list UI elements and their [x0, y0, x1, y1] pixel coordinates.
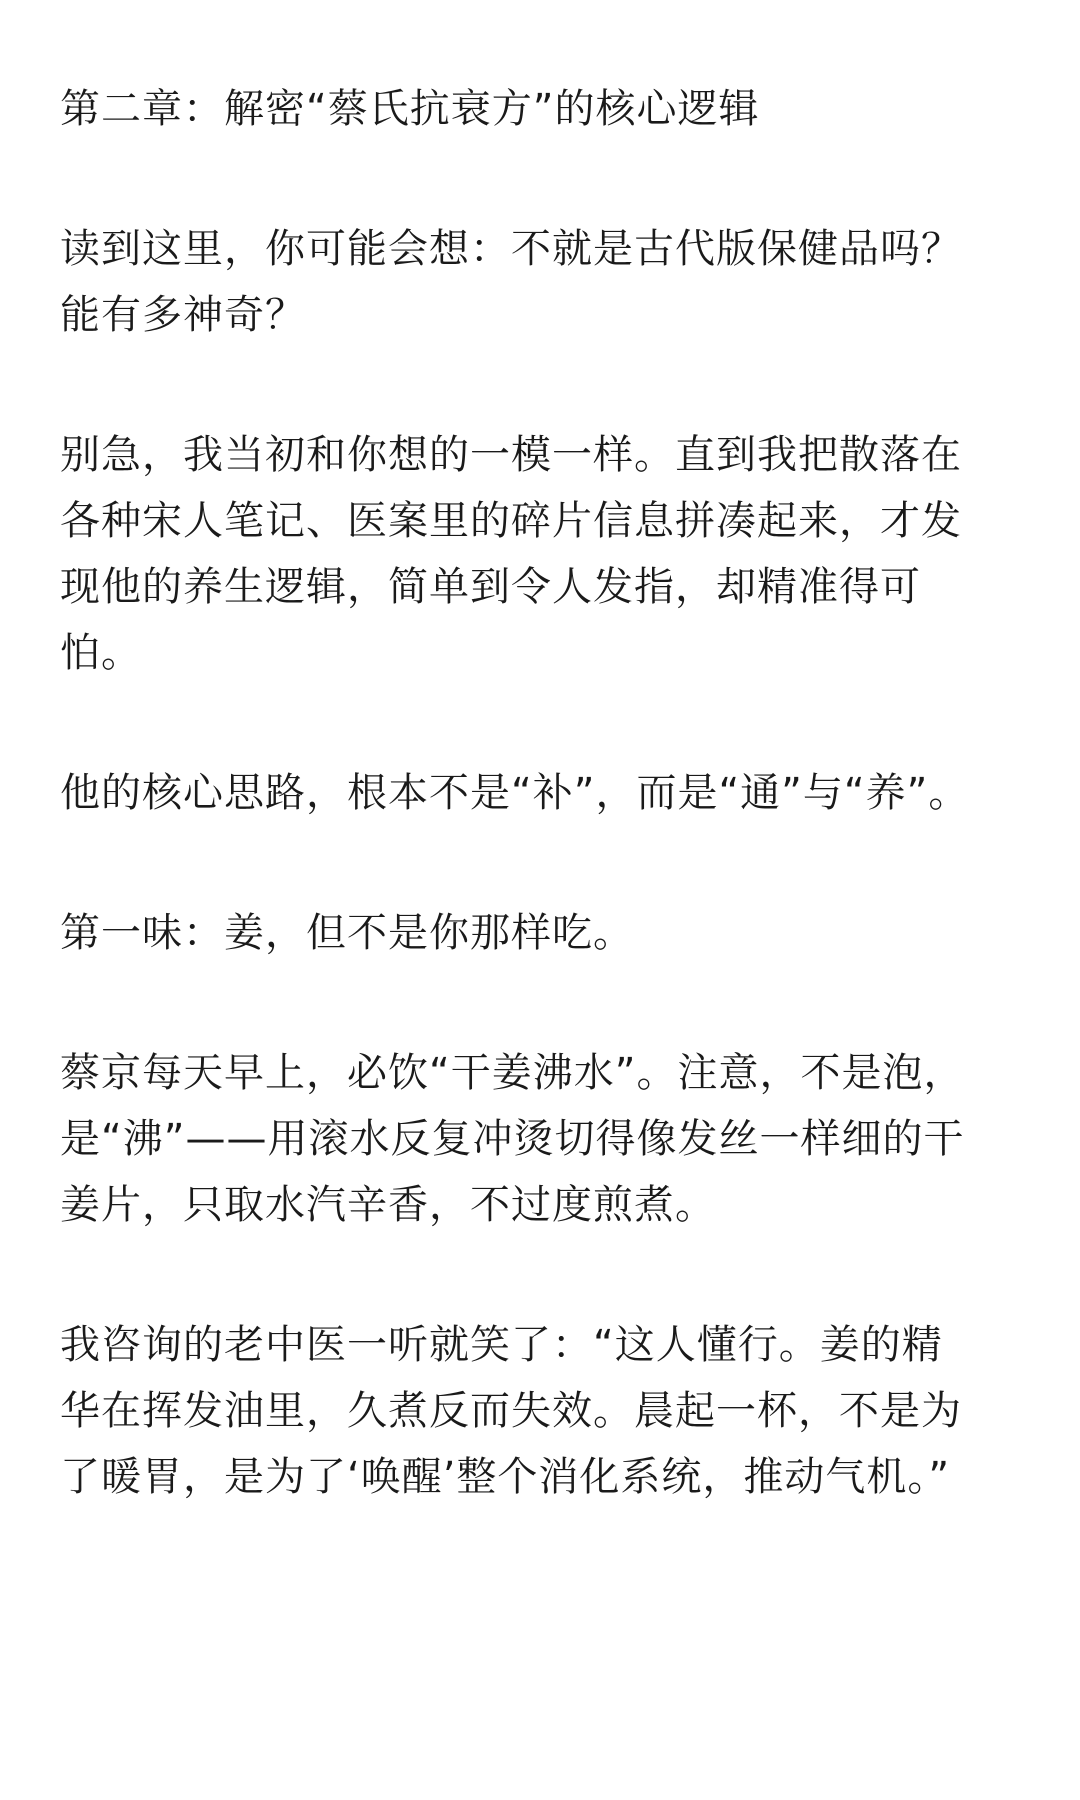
paragraph-4: 第一味：姜，但不是你那样吃。	[60, 910, 634, 956]
article-body	[60, 76, 1020, 1510]
paragraph-2: 别急，我当初和你想的一模一样。直到我把散落在 各种宋人笔记、医案里的碎片信息拼凑起来，才发 现他的养生逻辑，简单到令人发指，却精准得可 怕。	[60, 432, 962, 676]
paragraph-5: 蔡京每天早上，必饮“干姜沸水”。注意，不是泡， 是“沸”——用滚水反复冲烫切得像发丝一样细的干 姜片，只取水汽辛香，不过度煎煮。	[60, 1050, 965, 1228]
paragraph-3: 他的核心思路，根本不是“补”，而是“通”与“养”。	[60, 770, 970, 816]
paragraph-6: 我咨询的老中医一听就笑了：“这人懂行。姜的精 华在挥发油里，久煮反而失效。晨起一杯，不是为 了暖胃，是为了‘唤醒’整个消化系统，推动气机。”	[60, 1322, 962, 1500]
paragraph-1: 读到这里，你可能会想：不就是古代版保健品吗？ 能有多神奇？	[60, 226, 962, 338]
chapter-heading: 第二章：解密“蔡氏抗衰方”的核心逻辑	[60, 86, 760, 132]
